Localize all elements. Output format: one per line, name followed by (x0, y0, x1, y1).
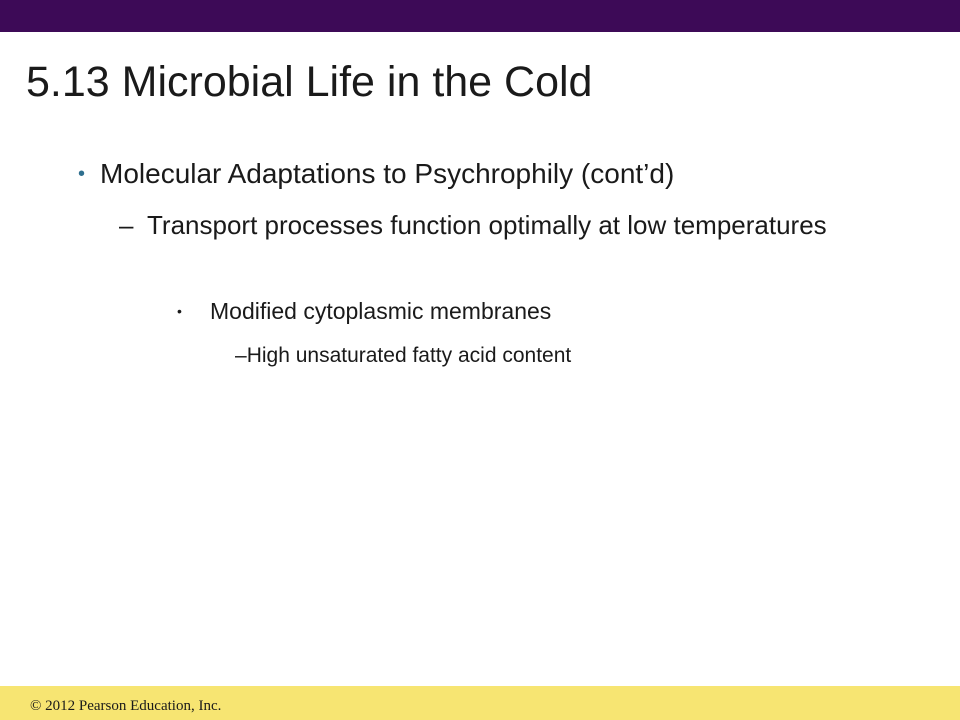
bullet-text: High unsaturated fatty acid content (246, 344, 572, 367)
bullet-level-2 (119, 208, 879, 242)
bullet-text: Molecular Adaptations to Psychrophily (cont’d) (100, 158, 675, 189)
bullet-level-1 (78, 156, 674, 192)
slide-title: 5.13 Microbial Life in the Cold (26, 58, 593, 106)
header-bar (0, 0, 960, 32)
dash-marker-icon: – (119, 210, 134, 240)
bullet-level-4 (235, 342, 571, 370)
bullet-text: Modified cytoplasmic membranes (210, 298, 552, 324)
copyright-text: © 2012 Pearson Education, Inc. (30, 698, 222, 714)
footer-bar (0, 686, 960, 720)
bullet-level-3 (177, 296, 551, 326)
bullet-marker-icon: • (78, 163, 86, 185)
bullet-marker-icon: • (177, 303, 182, 319)
dash-marker-icon: – (235, 344, 247, 367)
bullet-text: Transport processes function optimally at low temperatures (147, 210, 827, 240)
